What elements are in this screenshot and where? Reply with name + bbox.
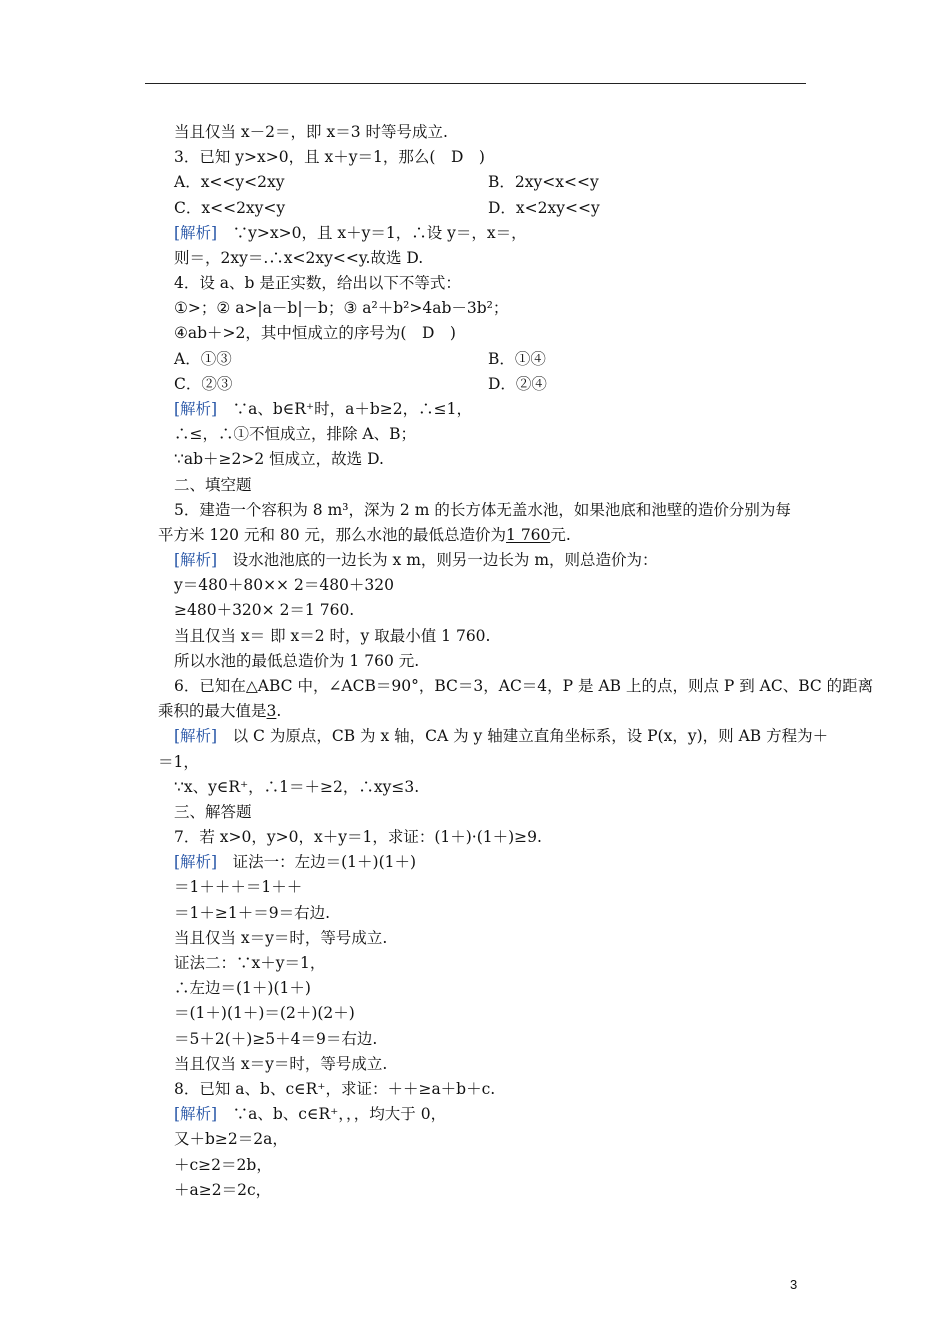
text-line: ∴≤，∴①不恒成立，排除 A、B； (174, 425, 416, 443)
text-line: y＝480＋80×× 2＝480＋320 (174, 576, 394, 594)
text-span: 元. (550, 526, 571, 544)
analysis-line (174, 399, 472, 419)
question-6: 6．已知在△ABC 中，∠ACB＝90°，BC＝3，AC＝4，P 是 AB 上的点，则点 P 到 AC、BC 的距离 (174, 677, 874, 695)
analysis-text: ∵a、b∈R⁺时，a＋b≥2，∴≤1， (232, 400, 472, 418)
text-line: ①>；② a>|a－b|－b；③ a²＋b²>4ab－3b²； (174, 299, 509, 317)
option-d: D．②④ (488, 375, 547, 393)
question-8: 8．已知 a、b、c∈R⁺，求证：＋＋≥a＋b＋c. (174, 1080, 496, 1098)
text-span: 乘积的最大值是 (158, 702, 267, 720)
text-line: 又＋b≥2＝2a， (174, 1130, 288, 1148)
option-a: A．x<<y<2xy (174, 173, 285, 191)
text-line: ＝1＋≥1＋＝9＝右边. (174, 904, 330, 922)
text-line: ＝(1＋)(1＋)＝(2＋)(2＋) (174, 1004, 355, 1022)
text-line: 所以水池的最低总造价为 1 760 元. (174, 652, 420, 670)
text-line: 当且仅当 x＝ 即 x＝2 时，y 取最小值 1 760. (174, 627, 491, 645)
analysis-text: 证法一：左边＝(1＋)(1＋) (232, 853, 417, 871)
analysis-text: ∵y>x>0，且 x＋y＝1，∴设 y＝，x＝， (232, 224, 527, 242)
analysis-tag: [解析] (174, 400, 218, 418)
text-line (158, 701, 281, 721)
page-number: 3 (790, 1277, 798, 1292)
text-line: ＝5＋2(＋)≥5＋4＝9＝右边. (174, 1030, 378, 1048)
question-7: 7．若 x>0，y>0，x＋y＝1，求证：(1＋)·(1＋)≥9. (174, 828, 542, 846)
text-span: . (276, 702, 282, 720)
analysis-line (174, 1104, 446, 1124)
question-4: 4．设 a、b 是正实数，给出以下不等式： (174, 274, 461, 292)
text-span: 平方米 120 元和 80 元，那么水池的最低总造价为 (158, 526, 507, 544)
option-b: B．2xy<x<<y (488, 173, 599, 191)
analysis-tag: [解析] (174, 727, 218, 745)
option-c: C．②③ (174, 375, 233, 393)
text-line: ≥480＋320× 2＝1 760. (174, 601, 355, 619)
answer-blank: 3 (266, 702, 277, 720)
text-line: ＝1， (158, 753, 199, 771)
analysis-line (174, 223, 527, 243)
option-d: D．x<2xy<<y (488, 199, 600, 217)
text-line: ∵x、y∈R⁺，∴1＝＋≥2，∴xy≤3. (174, 778, 420, 796)
analysis-tag: [解析] (174, 224, 218, 242)
analysis-tag: [解析] (174, 1105, 218, 1123)
question-5: 5．建造一个容积为 8 m³，深为 2 m 的长方体无盖水池，如果池底和池壁的造价分别为每 (174, 501, 791, 519)
analysis-tag: [解析] (174, 551, 218, 569)
analysis-line (174, 726, 828, 746)
analysis-tag: [解析] (174, 853, 218, 871)
section-heading: 三、解答题 (174, 803, 252, 821)
text-line: ＝1＋＋＋＝1＋＋ (174, 878, 303, 896)
text-line: ∵ab＋≥2>2 恒成立，故选 D. (174, 450, 384, 468)
text-line: 证法二：∵x＋y＝1， (174, 954, 326, 972)
question-3: 3．已知 y>x>0，且 x＋y＝1，那么( D ) (174, 148, 485, 166)
analysis-line (174, 852, 416, 872)
analysis-text: 以 C 为原点，CB 为 x 轴，CA 为 y 轴建立直角坐标系，设 P(x，y)，则 AB 方程为＋ (232, 727, 829, 745)
text-line: 当且仅当 x＝y＝时，等号成立. (174, 1055, 388, 1073)
text-line: ∴左边＝(1＋)(1＋) (174, 979, 311, 997)
option-c: C．x<<2xy<y (174, 199, 286, 217)
text-line: ＋c≥2＝2b， (174, 1156, 272, 1174)
text-line: 当且仅当 x＝y＝时，等号成立. (174, 929, 388, 947)
text-line: ④ab＋>2，其中恒成立的序号为( D ) (174, 324, 456, 342)
analysis-line (174, 550, 658, 570)
option-b: B．①④ (488, 350, 546, 368)
text-line: ＋a≥2＝2c， (174, 1181, 272, 1199)
analysis-text: 设水池池底的一边长为 x m，则另一边长为 m，则总造价为： (232, 551, 658, 569)
text-line (158, 525, 571, 545)
option-a: A．①③ (174, 350, 232, 368)
answer-blank: 1 760 (506, 526, 551, 544)
section-heading: 二、填空题 (174, 476, 252, 494)
text-line: 当且仅当 x－2＝，即 x＝3 时等号成立. (174, 123, 448, 141)
header-rule (145, 83, 806, 84)
analysis-text: ∵a、b、c∈R⁺，，，均大于 0， (232, 1105, 447, 1123)
text-line: 则＝，2xy＝.∴x<2xy<<y.故选 D. (174, 249, 424, 267)
